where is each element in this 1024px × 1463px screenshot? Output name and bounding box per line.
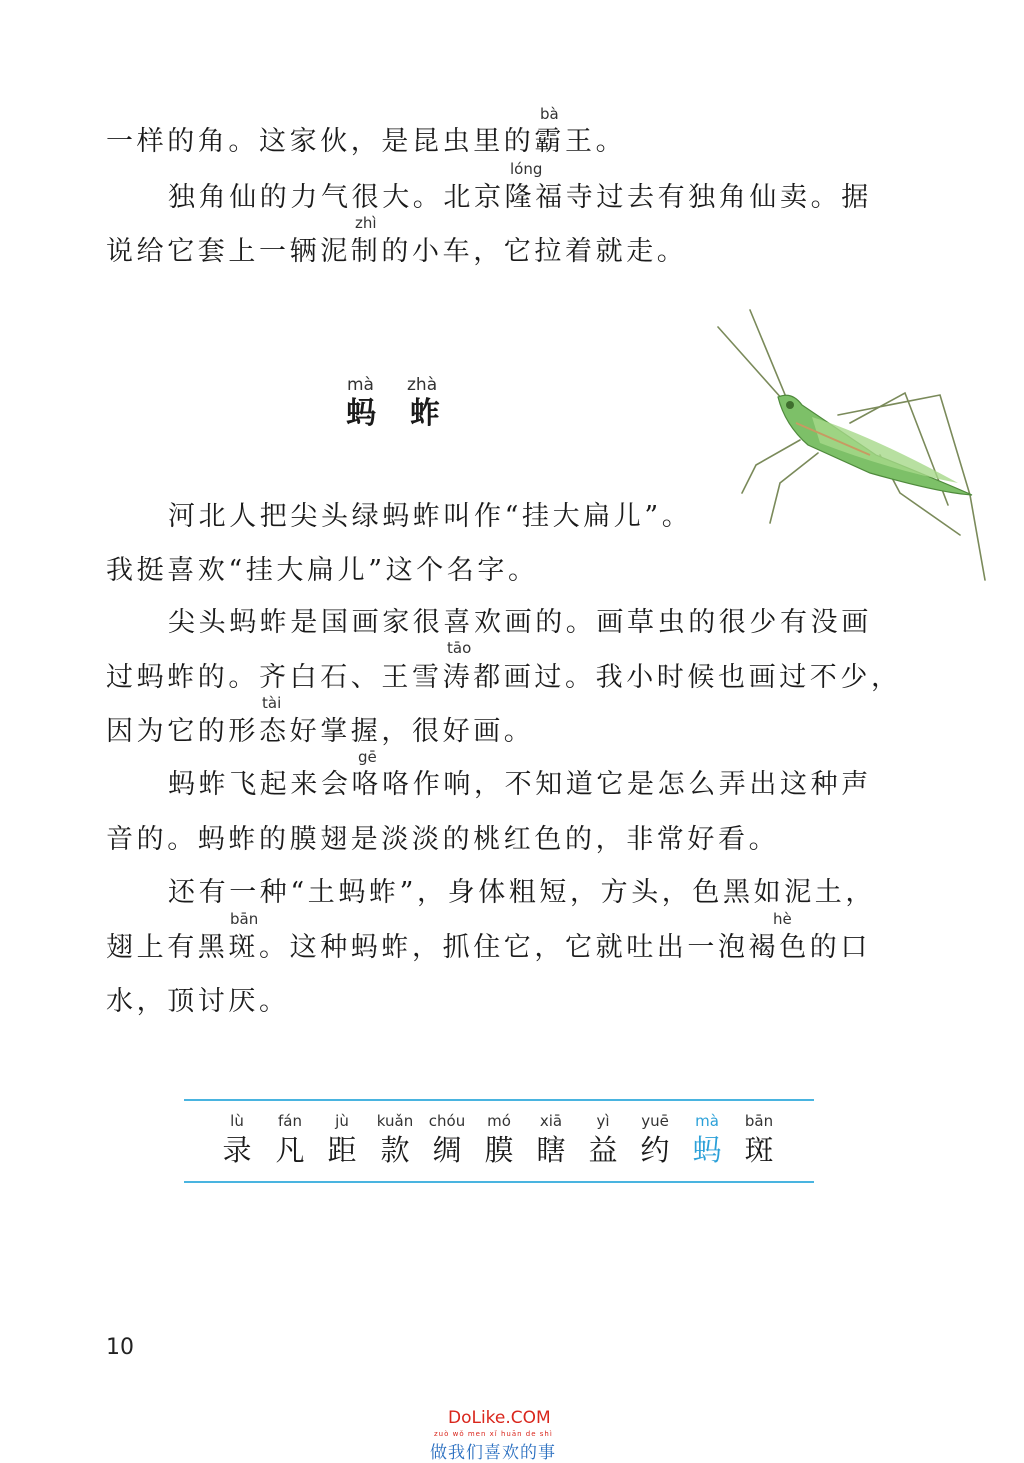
pinyin-ge: gē: [358, 748, 377, 766]
vocab-pinyin-4: kuǎn: [376, 1112, 414, 1130]
pinyin-zhi: zhì: [355, 214, 377, 232]
grasshopper-illustration: [700, 305, 990, 595]
vocab-char-8: 益: [588, 1133, 618, 1167]
vocab-char-2: 凡: [275, 1133, 305, 1167]
pinyin-tao: tāo: [447, 639, 472, 657]
vocab-char-3: 距: [327, 1133, 357, 1167]
brand-pinyin: zuò wǒ men xǐ huān de shì: [434, 1430, 553, 1438]
vocab-char-5: 绸: [432, 1133, 462, 1167]
vocab-char-10: 蚂: [692, 1133, 722, 1167]
text-line-6: 尖头蚂蚱是国画家很喜欢画的。画草虫的很少有没画: [168, 607, 872, 638]
text-line-8: 因为它的形态好掌握，很好画。: [106, 716, 535, 747]
text-line-7: 过蚂蚱的。齐白石、王雪涛都画过。我小时候也画过不少，: [106, 662, 902, 693]
text-line-13: 水，顶讨厌。: [106, 986, 290, 1017]
vocab-char-4: 款: [380, 1133, 410, 1167]
vocab-pinyin-2: fán: [278, 1112, 302, 1130]
text-line-2: 独角仙的力气很大。北京隆福寺过去有独角仙卖。据: [168, 182, 872, 213]
vocab-char-6: 膜: [484, 1133, 514, 1167]
text-line-3: 说给它套上一辆泥制的小车，它拉着就走。: [106, 236, 688, 267]
text-line-1: 一样的角。这家伙，是昆虫里的霸王。: [106, 126, 627, 157]
brand-logo: DoLike.COM: [448, 1408, 551, 1428]
section-title-char-1: 蚂: [346, 396, 376, 431]
page-number: 10: [106, 1335, 134, 1360]
vocab-pinyin-1: lù: [230, 1112, 244, 1130]
text-line-11: 还有一种“土蚂蚱”，身体粗短，方头，色黑如泥土，: [168, 877, 877, 908]
vocab-pinyin-8: yì: [596, 1112, 610, 1130]
vocab-pinyin-7: xiā: [539, 1112, 563, 1130]
text-line-10: 音的。蚂蚱的膜翅是淡淡的桃红色的，非常好看。: [106, 824, 780, 855]
vocab-pinyin-9: yuē: [641, 1112, 669, 1130]
pinyin-he: hè: [773, 910, 792, 928]
vocab-pinyin-11: bān: [744, 1112, 774, 1130]
text-line-5: 我挺喜欢“挂大扁儿”这个名字。: [106, 555, 539, 586]
vocab-char-1: 录: [222, 1133, 252, 1167]
vocab-char-9: 约: [640, 1133, 670, 1167]
brand-slogan: 做我们喜欢的事: [430, 1443, 556, 1463]
section-title-char-2: 蚱: [410, 396, 440, 431]
pinyin-ban: bān: [230, 910, 259, 928]
text-line-9: 蚂蚱飞起来会咯咯作响，不知道它是怎么弄出这种声: [168, 769, 872, 800]
vocab-char-11: 斑: [744, 1133, 774, 1167]
pinyin-tai: tài: [262, 694, 282, 712]
pinyin-ba: bà: [540, 105, 559, 123]
title-pinyin-zha: zhà: [407, 375, 438, 395]
vocab-pinyin-3: jù: [335, 1112, 349, 1130]
text-line-4: 河北人把尖头绿蚂蚱叫作“挂大扁儿”。: [168, 501, 693, 532]
pinyin-long: lóng: [510, 160, 543, 178]
vocab-top-rule: [184, 1099, 814, 1101]
title-pinyin-ma: mà: [347, 375, 374, 395]
vocab-pinyin-6: mó: [487, 1112, 511, 1130]
vocab-bottom-rule: [184, 1181, 814, 1183]
vocab-pinyin-5: chóu: [428, 1112, 466, 1130]
vocab-pinyin-10: mà: [695, 1112, 719, 1130]
text-line-12: 翅上有黑斑。这种蚂蚱，抓住它，它就吐出一泡褐色的口: [106, 932, 871, 963]
vocab-char-7: 瞎: [536, 1133, 566, 1167]
